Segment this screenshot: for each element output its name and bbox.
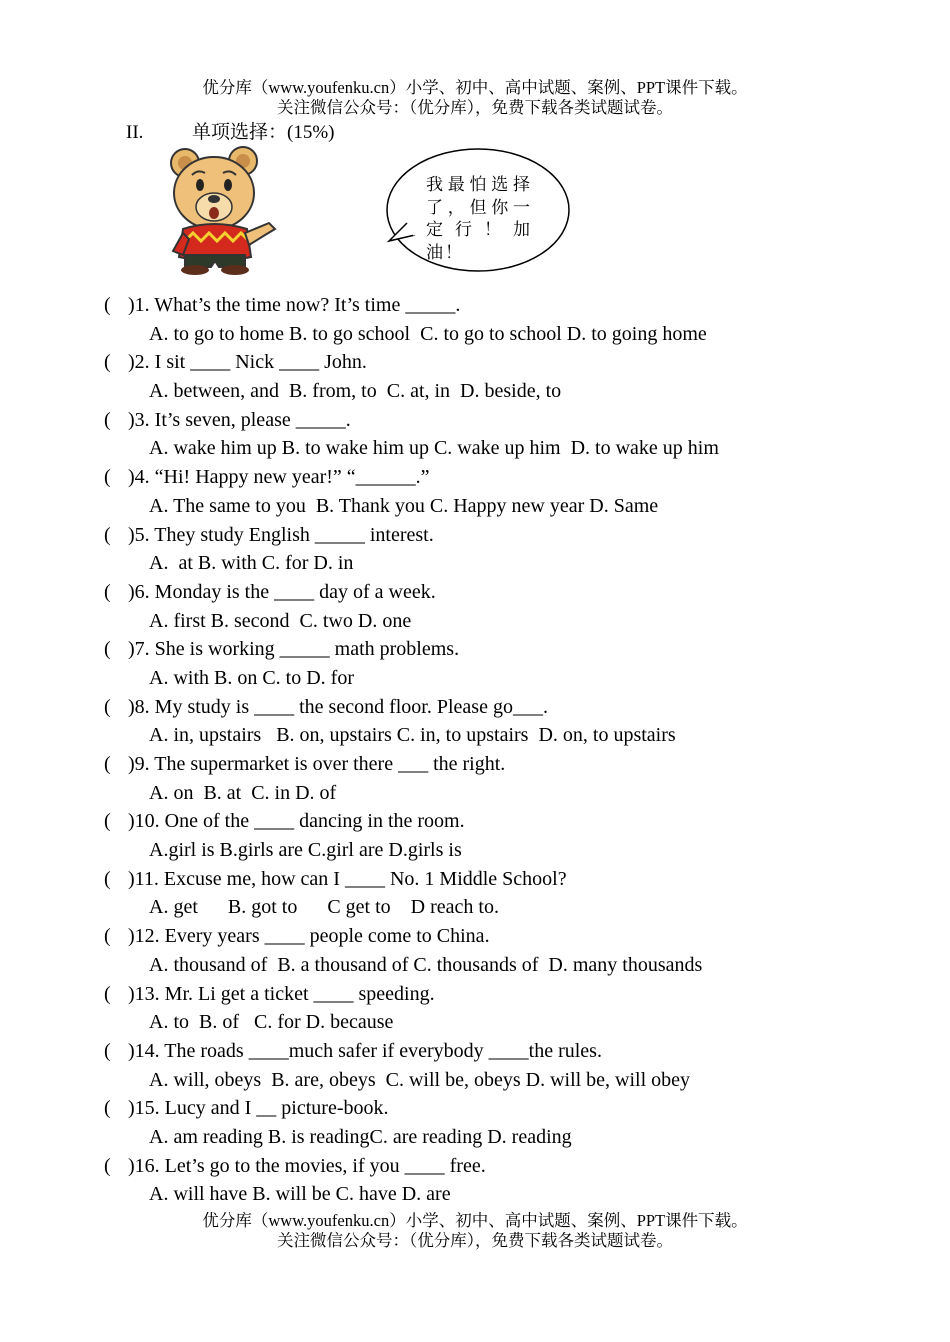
page-footer <box>0 1211 950 1251</box>
question-options: A. wake him up B. to wake him up C. wake up him D. to wake up him <box>149 437 719 460</box>
question-stem: )3. It’s seven, please _____. <box>128 408 351 431</box>
question-stem: )16. Let’s go to the movies, if you ____ free. <box>128 1154 486 1177</box>
answer-blank: ( <box>104 1154 111 1177</box>
question-stem-line <box>104 980 864 1009</box>
question-stem: )2. I sit ____ Nick ____ John. <box>128 351 367 374</box>
bear-illustration <box>165 145 280 275</box>
question-item <box>104 1152 864 1209</box>
question-options: A. between, and B. from, to C. at, in D. beside, to <box>149 380 562 403</box>
question-options: A. at B. with C. for D. in <box>149 552 354 575</box>
question-stem-line <box>104 521 864 550</box>
answer-blank: ( <box>104 580 111 603</box>
question-stem-line <box>104 635 864 664</box>
answer-blank: ( <box>104 294 111 316</box>
question-options: A. first B. second C. two D. one <box>149 609 412 632</box>
question-item <box>104 1094 864 1151</box>
question-stem: )15. Lucy and I __ picture-book. <box>128 1097 389 1120</box>
question-stem: )13. Mr. Li get a ticket ____ speeding. <box>128 982 435 1005</box>
question-stem-line <box>104 348 864 377</box>
question-item <box>104 635 864 692</box>
answer-blank: ( <box>104 523 111 546</box>
question-stem: )5. They study English _____ interest. <box>128 523 434 546</box>
question-item <box>104 348 864 405</box>
question-stem-line <box>104 807 864 836</box>
question-item <box>104 578 864 635</box>
question-stem-line <box>104 406 864 435</box>
question-options: A.girl is B.girls are C.girl are D.girls is <box>149 839 462 862</box>
question-options: A. in, upstairs B. on, upstairs C. in, to upstairs D. on, to upstairs <box>149 724 676 747</box>
question-stem: )12. Every years ____ people come to China. <box>128 925 490 948</box>
question-options: A. will have B. will be C. have D. are <box>149 1183 451 1206</box>
question-stem: )14. The roads ____much safer if everybody ____the rules. <box>128 1039 602 1062</box>
question-options: A. thousand of B. a thousand of C. thousands of D. many thousands <box>149 953 703 976</box>
footer-line-2: 关注微信公众号：（优分库），免费下载各类试题试卷。 <box>277 1231 673 1250</box>
question-item <box>104 521 864 578</box>
header-line-1: 优分库（www.youfenku.cn）小学、初中、高中试题、案例、PPT课件下载。 <box>202 78 748 97</box>
question-stem-line <box>104 750 864 779</box>
question-stem: )6. Monday is the ____ day of a week. <box>128 580 436 603</box>
question-stem: )7. She is working _____ math problems. <box>128 638 460 661</box>
question-item <box>104 291 864 348</box>
question-stem-line <box>104 1094 864 1123</box>
question-options: A. with B. on C. to D. for <box>149 666 354 689</box>
question-stem-line <box>104 865 864 894</box>
answer-blank: ( <box>104 982 111 1005</box>
header-line-2: 关注微信公众号：（优分库），免费下载各类试题试卷。 <box>277 98 673 117</box>
question-item <box>104 750 864 807</box>
question-item <box>104 406 864 463</box>
answer-blank: ( <box>104 466 111 489</box>
question-options: A. on B. at C. in D. of <box>149 781 337 804</box>
question-options: A. to B. of C. for D. because <box>149 1011 394 1034</box>
answer-blank: ( <box>104 867 111 890</box>
question-options: A. to go to home B. to go school C. to go to school D. to going home <box>149 322 707 345</box>
question-stem-line <box>104 463 864 492</box>
question-item <box>104 922 864 979</box>
question-options: A. The same to you B. Thank you C. Happy new year D. Same <box>149 494 659 517</box>
question-stem-line <box>104 1037 864 1066</box>
section-heading <box>126 122 334 144</box>
question-stem-line <box>104 578 864 607</box>
question-stem-line <box>104 1152 864 1181</box>
answer-blank: ( <box>104 1097 111 1120</box>
question-item <box>104 980 864 1037</box>
question-options: A. will, obeys B. are, obeys C. will be, obeys D. will be, will obey <box>149 1068 691 1091</box>
answer-blank: ( <box>104 925 111 948</box>
question-stem-line <box>104 922 864 951</box>
question-stem: )1. What’s the time now? It’s time _____. <box>128 294 461 316</box>
question-options: A. am reading B. is readingC. are reading D. reading <box>149 1125 572 1148</box>
question-stem: )9. The supermarket is over there ___ the right. <box>128 753 506 775</box>
question-stem-line <box>104 291 864 320</box>
answer-blank: ( <box>104 351 111 374</box>
speech-bubble-text: 我最怕选择了，但你一定 行 ！ 加油！ <box>426 175 532 263</box>
question-item <box>104 807 864 864</box>
question-stem-line <box>104 693 864 722</box>
answer-blank: ( <box>104 638 111 661</box>
section-title: 单项选择：(15%) <box>192 122 335 143</box>
question-stem: )4. “Hi! Happy new year!” “______.” <box>128 466 430 489</box>
answer-blank: ( <box>104 1039 111 1062</box>
question-item <box>104 865 864 922</box>
section-number: II. <box>126 122 144 143</box>
answer-blank: ( <box>104 408 111 431</box>
question-stem: )8. My study is ____ the second floor. Please go___. <box>128 695 548 718</box>
answer-blank: ( <box>104 810 111 833</box>
footer-line-1: 优分库（www.youfenku.cn）小学、初中、高中试题、案例、PPT课件下载。 <box>202 1211 748 1230</box>
question-options: A. get B. got to C get to D reach to. <box>149 896 499 919</box>
question-stem: )11. Excuse me, how can I ____ No. 1 Middle School? <box>128 867 567 890</box>
answer-blank: ( <box>104 753 111 775</box>
question-item <box>104 693 864 750</box>
question-item <box>104 1037 864 1094</box>
question-item <box>104 463 864 520</box>
question-stem: )10. One of the ____ dancing in the room. <box>128 810 465 833</box>
question-list <box>104 291 864 1209</box>
answer-blank: ( <box>104 695 111 718</box>
page-header <box>0 78 950 118</box>
